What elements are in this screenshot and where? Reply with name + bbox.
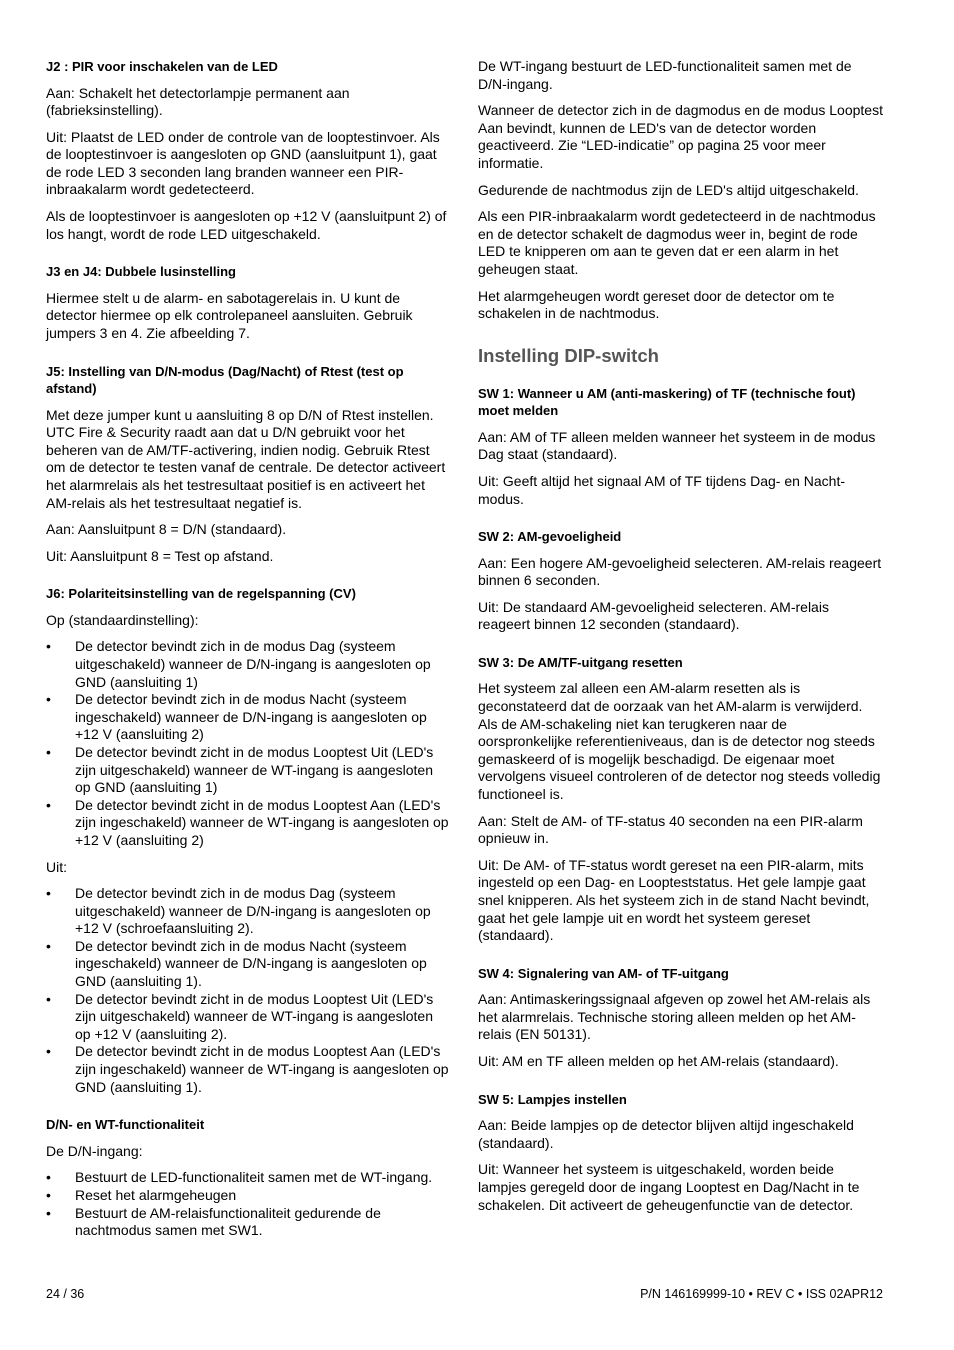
j2-heading: J2 : PIR voor inschakelen van de LED <box>46 59 278 74</box>
sw2-on-text: Aan: Een hogere AM-gevoeligheid selecteren. AM-relais reageert binnen 6 seconden. <box>478 554 882 589</box>
document-id: P/N 146169999-10 • REV C • ISS 02APR12 <box>640 1287 883 1301</box>
j5-on-text: Aan: Aansluitpunt 8 = D/N (standaard). <box>46 521 287 538</box>
dip-switch-title: Instelling DIP-switch <box>478 344 659 366</box>
j5-off-text: Uit: Aansluitpunt 8 = Test op afstand. <box>46 547 274 564</box>
j6-on-label: Op (standaardinstelling): <box>46 611 199 628</box>
sw5-heading: SW 5: Lampjes instellen <box>478 1091 627 1107</box>
right-column <box>478 58 884 1223</box>
list-item: • De detector bevindt zicht in de modus Looptest Uit (LED's zijn uitgeschakeld) wanneer de WT-ingang is aangesloten op GND (aansluiting 1) <box>46 744 450 797</box>
sw3-heading: SW 3: De AM/TF-uitgang resetten <box>478 654 683 670</box>
memory-reset-text: Het alarmgeheugen wordt gereset door de detector om te schakelen in de nachtmodus. <box>478 287 835 322</box>
sw1-on-text: Aan: AM of TF alleen melden wanneer het systeem in de modus Dag staat (standaard). <box>478 428 876 463</box>
sw4-off-text: Uit: AM en TF alleen melden op het AM-relais (standaard). <box>478 1053 839 1070</box>
list-item: • De detector bevindt zich in de modus Nacht (systeem ingeschakeld) wanneer de D/N-ingang is aangesloten op +12 V (aansluiting 2) <box>46 691 450 744</box>
dn-list <box>46 1169 450 1239</box>
list-item: • De detector bevindt zicht in de modus Looptest Uit (LED's zijn uitgeschakeld) wanneer de WT-ingang is aangesloten op +12 V (aansluiting 2). <box>46 991 450 1044</box>
sw5-on-text: Aan: Beide lampjes op de detector blijven altijd ingeschakeld (standaard). <box>478 1117 854 1151</box>
dn-wt-heading: D/N- en WT-functionaliteit <box>46 1117 205 1133</box>
daymode-text: Wanneer de detector zich in de dagmodus en de modus Looptest Aan bevindt, kunnen de LED's van de detector worden geactiveerd. Zie “LED-indicatie” op pagina 25 voor meer informatie. <box>478 102 883 171</box>
j6-on-list <box>46 638 450 849</box>
alarm-memory-text: Als een PIR-inbraakalarm wordt gedetecteerd in de nachtmodus en de detector schakelt de dagmodus weer in, begint de rode LED te knipperen om aan te geven dat er een alarm in het geheugen staat. <box>478 208 876 277</box>
list-item: • De detector bevindt zicht in de modus Looptest Aan (LED's zijn ingeschakeld) wanneer de WT-ingang is aangesloten op +12 V (aansluiting 2) <box>46 797 450 850</box>
wt-intro-text: De WT-ingang bestuurt de LED-functionaliteit samen met de D/N-ingang. <box>478 58 852 92</box>
list-item: • Reset het alarmgeheugen <box>46 1187 450 1205</box>
nightmode-text: Gedurende de nachtmodus zijn de LED's altijd uitgeschakeld. <box>478 181 859 198</box>
j6-heading: J6: Polariteitsinstelling van de regelspanning (CV) <box>46 586 356 602</box>
sw2-heading: SW 2: AM-gevoeligheid <box>478 529 622 545</box>
j2-on-text: Aan: Schakelt het detectorlampje permanent aan (fabrieksinstelling). <box>46 84 350 119</box>
left-column <box>46 58 450 1249</box>
sw4-heading: SW 4: Signalering van AM- of TF-uitgang <box>478 965 729 981</box>
page-number: 24 / 36 <box>46 1287 85 1301</box>
list-item: • Bestuurt de LED-functionaliteit samen met de WT-ingang. <box>46 1169 450 1187</box>
list-item: • De detector bevindt zicht in de modus Looptest Aan (LED's zijn ingeschakeld) wanneer de WT-ingang is aangesloten op GND (aansluiting 1). <box>46 1043 450 1096</box>
sw1-off-text: Uit: Geeft altijd het signaal AM of TF tijdens Dag- en Nacht-modus. <box>478 472 846 507</box>
sw4-on-text: Aan: Antimaskeringssignaal afgeven op zowel het AM-relais als het alarmrelais. Technische storing alleen melden op het AM-relais (EN 50131). <box>478 991 871 1043</box>
dn-input-label: De D/N-ingang: <box>46 1142 143 1159</box>
j2-off-text: Uit: Plaatst de LED onder de controle van de looptestinvoer. Als de looptestinvoer is aangesloten op GND (aansluitpunt 1), gaat de rode LED 3 seconden lang branden wanneer een PIR-inbraakalarm wordt gedetecteerd. <box>46 128 440 198</box>
j3j4-heading: J3 en J4: Dubbele lusinstelling <box>46 264 236 280</box>
j5-heading: J5: Instelling van D/N-modus (Dag/Nacht) of Rtest (test op afstand) <box>46 363 404 397</box>
sw3-on-text: Aan: Stelt de AM- of TF-status 40 seconden na een PIR-alarm opnieuw in. <box>478 812 863 847</box>
list-item: • Bestuurt de AM-relaisfunctionaliteit gedurende de nachtmodus samen met SW1. <box>46 1205 450 1240</box>
j3j4-text: Hiermee stelt u de alarm- en sabotagerelais in. U kunt de detector hiermee op elk controlepaneel aansluiten. Gebruik jumpers 3 en 4. Zie afbeelding 7. <box>46 289 413 341</box>
j2-note-text: Als de looptestinvoer is aangesloten op +12 V (aansluitpunt 2) of los hangt, wordt de rode LED uitgeschakeld. <box>46 208 447 242</box>
j6-off-label: Uit: <box>46 858 67 875</box>
sw2-off-text: Uit: De standaard AM-gevoeligheid selecteren. AM-relais reageert binnen 12 seconden (standaard). <box>478 598 829 633</box>
sw3-off-text: Uit: De AM- of TF-status wordt gereset na een PIR-alarm, mits ingesteld op een Dag- en Loopteststatus. Het gele lampje gaat snel knipperen. Als het systeem zich in de stand Nacht bevindt, gaat het gele lampje uit en wordt het systeem gereset (standaard). <box>478 856 870 944</box>
list-item: • De detector bevindt zich in de modus Dag (systeem uitgeschakeld) wanneer de D/N-ingang is aangesloten op GND (aansluiting 1) <box>46 638 450 691</box>
list-item: • De detector bevindt zich in de modus Dag (systeem uitgeschakeld) wanneer de D/N-ingang is aangesloten op +12 V (schroefaansluiting 2). <box>46 885 450 938</box>
sw1-heading: SW 1: Wanneer u AM (anti-maskering) of TF (technische fout) moet melden <box>478 385 856 419</box>
sw3-intro-text: Het systeem zal alleen een AM-alarm resetten als is geconstateerd dat de oorzaak van het AM-alarm is verwijderd. Als de AM-schakeling niet kan terugkeren naar de oorspronkelijke referentieniveaus, dan is de detector nog steeds gemaskeerd of is mogelijk beschadigd. De eigenaar moet vervolgens visueel controleren of de detector nog steeds volledig functioneel is. <box>478 680 881 803</box>
j5-text: Met deze jumper kunt u aansluiting 8 op D/N of Rtest instellen. UTC Fire & Security raadt aan dat u D/N gebruikt voor het beheren van de AM/TF-activering, indien nodig. Gebruik Rtest om de detector te testen vanaf de centrale. De detector activeert het alarmrelais als het testresultaat positief is en activeert het AM-relais als het testresultaat negatief is. <box>46 406 446 511</box>
j6-off-list <box>46 885 450 1096</box>
sw5-off-text: Uit: Wanneer het systeem is uitgeschakeld, worden beide lampjes geregeld door de ingang Looptest en Dag/Nacht in te schakelen. Dit activeert de geheugenfunctie van de detector. <box>478 1161 860 1213</box>
list-item: • De detector bevindt zich in de modus Nacht (systeem ingeschakeld) wanneer de D/N-ingang is aangesloten op GND (aansluiting 1). <box>46 938 450 991</box>
